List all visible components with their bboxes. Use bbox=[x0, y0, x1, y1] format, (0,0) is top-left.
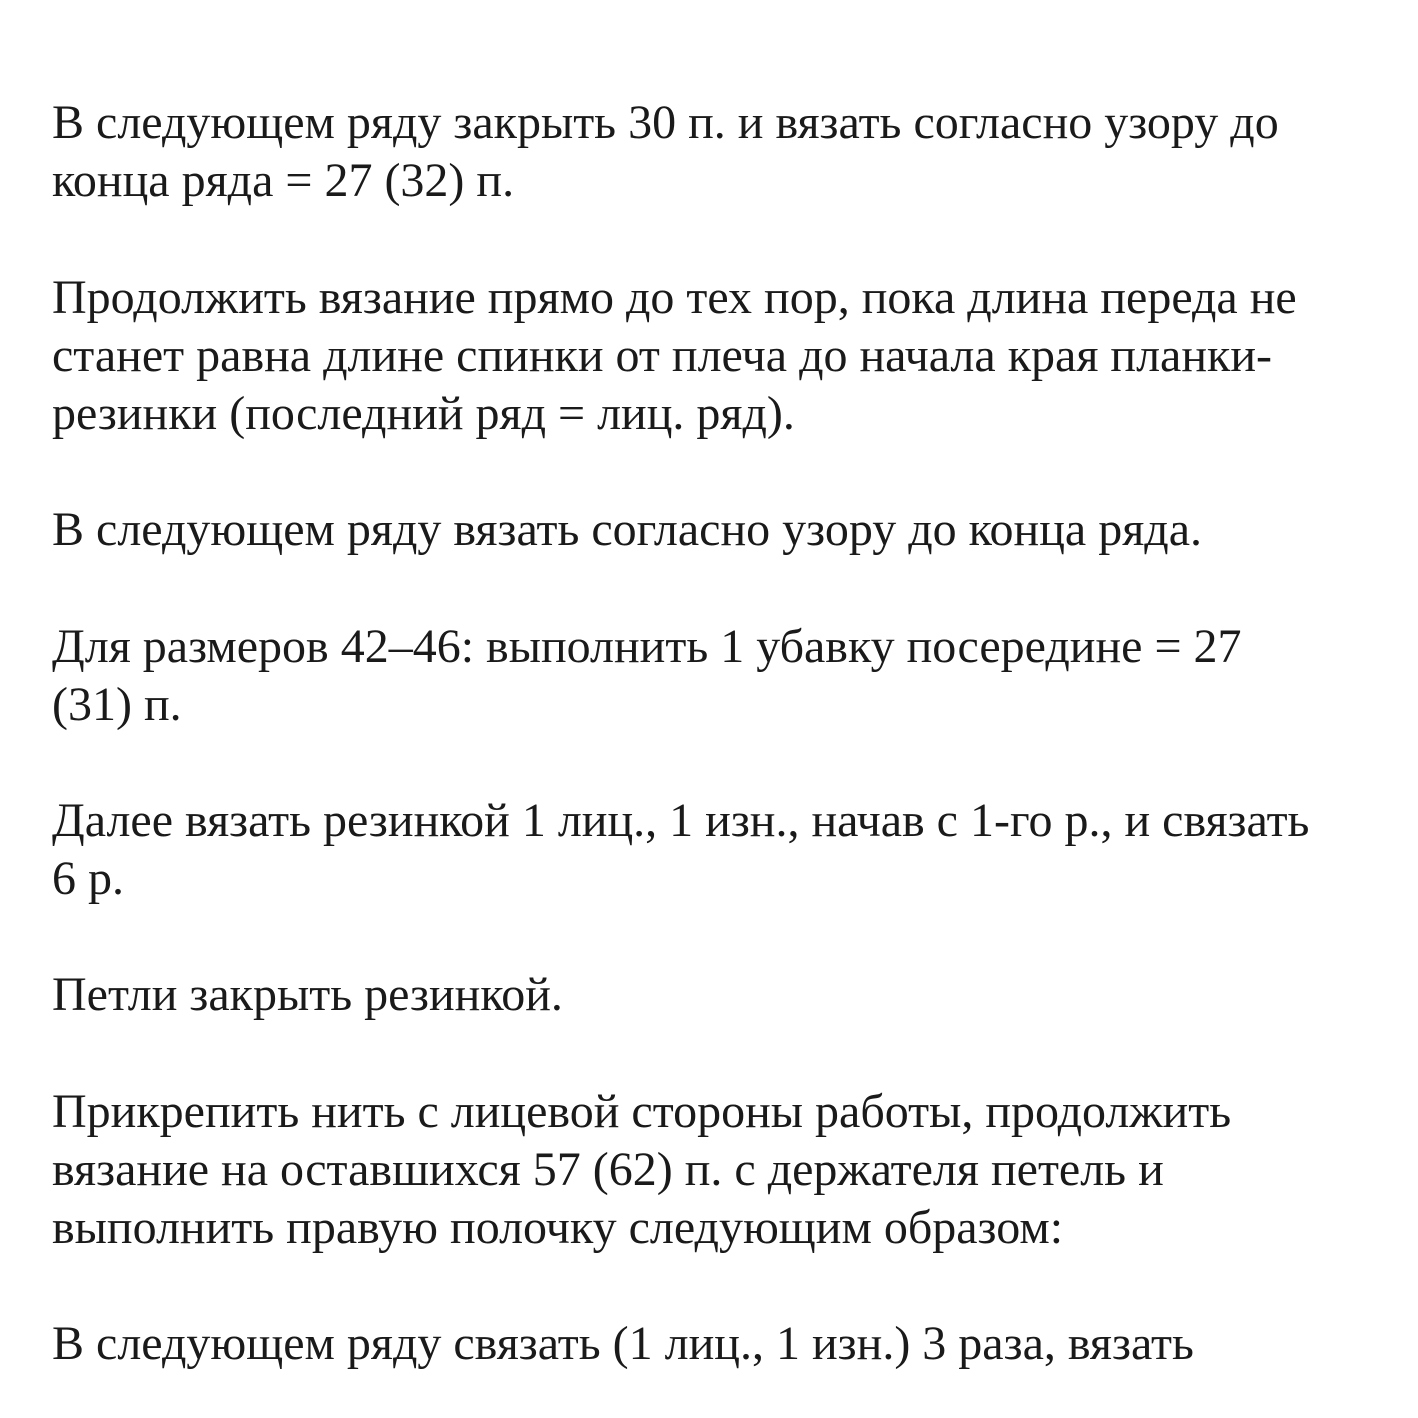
text-line: станет равна длине спинки от плеча до начала края планки- bbox=[52, 329, 1273, 382]
text-line: В следующем ряду закрыть 30 п. и вязать согласно узору до bbox=[52, 96, 1279, 149]
text-line: резинки (последний ряд = лиц. ряд). bbox=[52, 387, 795, 440]
text-line: Продолжить вязание прямо до тех пор, пока длина переда не bbox=[52, 271, 1297, 324]
text-line: вязание на оставшихся 57 (62) п. с держателя петель и bbox=[52, 1143, 1164, 1196]
text-line: Прикрепить нить с лицевой стороны работы, продолжить bbox=[52, 1085, 1232, 1138]
paragraph-6 bbox=[52, 966, 1382, 1024]
text-line: В следующем ряду связать (1 лиц., 1 изн.) 3 раза, вязать bbox=[52, 1317, 1194, 1370]
paragraph-4 bbox=[52, 618, 1382, 734]
text-line: конца ряда = 27 (32) п. bbox=[52, 154, 515, 207]
text-line: (31) п. bbox=[52, 678, 182, 731]
paragraph-3 bbox=[52, 501, 1382, 559]
text-line: 6 р. bbox=[52, 852, 124, 905]
paragraph-7 bbox=[52, 1083, 1382, 1257]
text-line: В следующем ряду вязать согласно узору до конца ряда. bbox=[52, 503, 1203, 556]
paragraph-8 bbox=[52, 1315, 1382, 1373]
text-line: выполнить правую полочку следующим образом: bbox=[52, 1201, 1064, 1254]
text-line: Для размеров 42–46: выполнить 1 убавку посередине = 27 bbox=[52, 620, 1242, 673]
paragraph-5 bbox=[52, 792, 1382, 908]
paragraph-1 bbox=[52, 94, 1382, 210]
text-line: Петли закрыть резинкой. bbox=[52, 968, 563, 1021]
text-line: Далее вязать резинкой 1 лиц., 1 изн., начав с 1-го р., и связать bbox=[52, 794, 1310, 847]
paragraph-2 bbox=[52, 269, 1382, 443]
